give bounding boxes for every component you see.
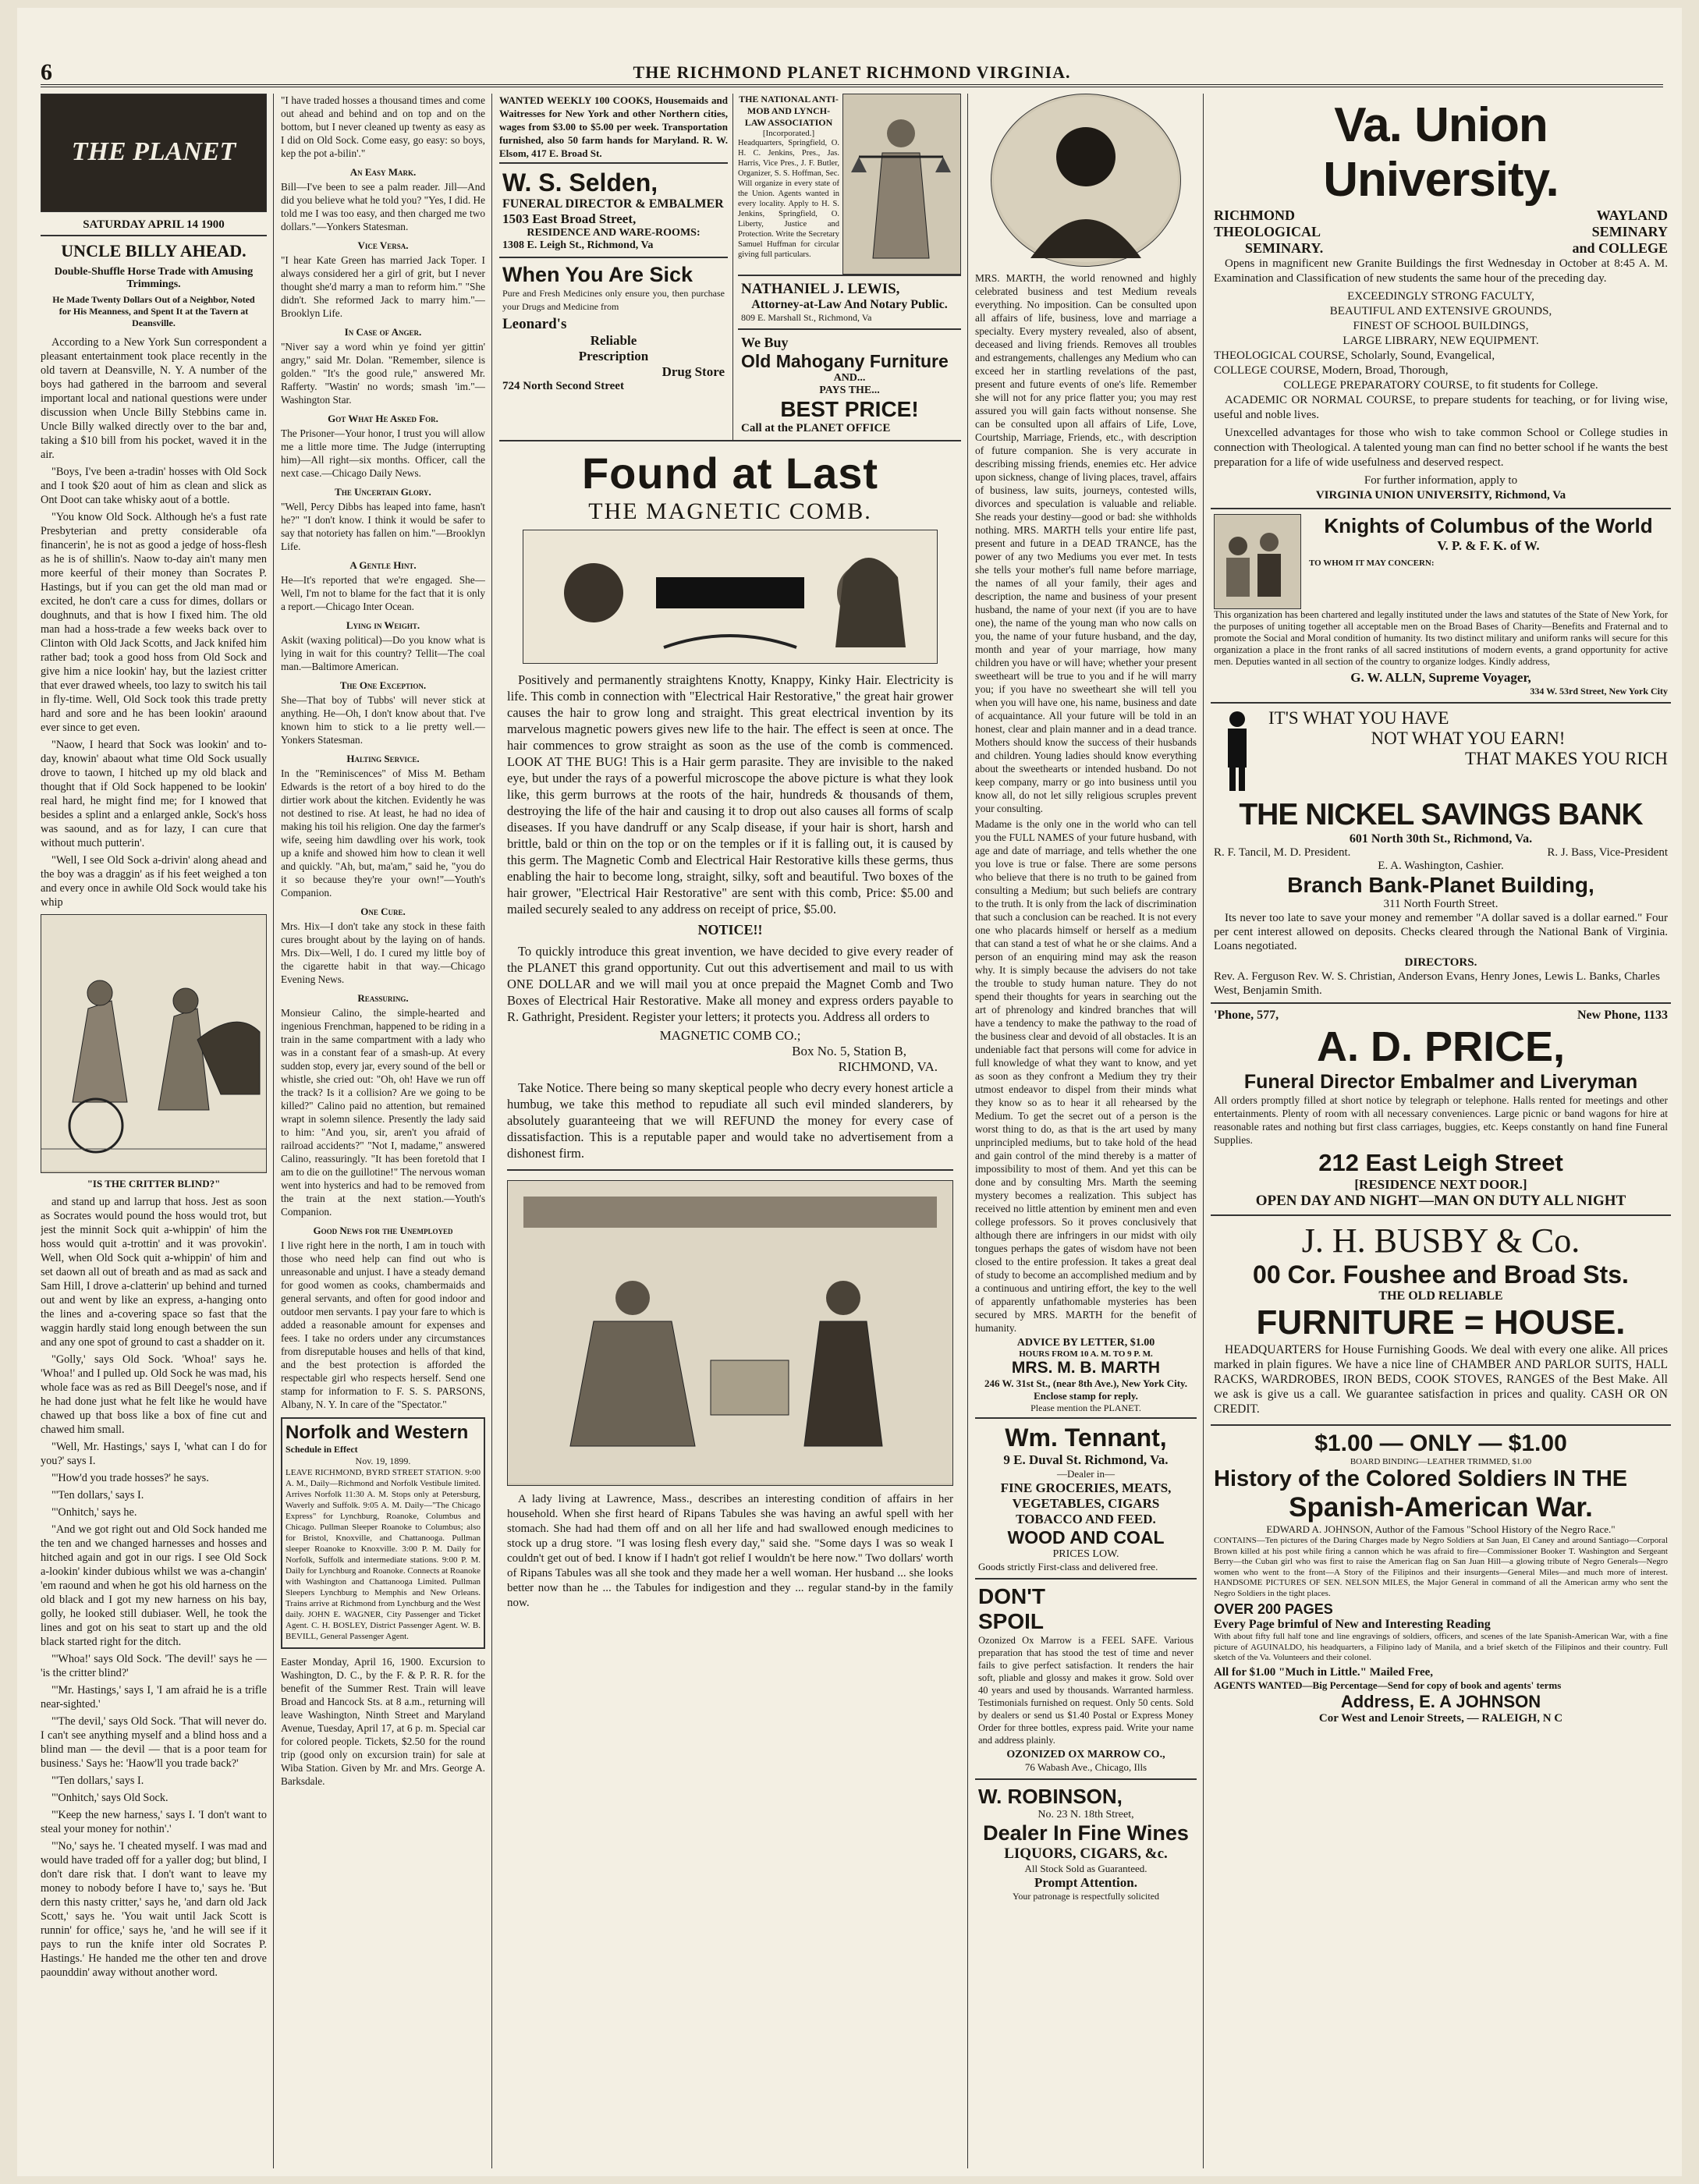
masthead bbox=[41, 56, 1663, 87]
brief-text: Bill—I've been to see a palm reader. Jill—And did you believe what he told you? "Yes, I did. He told me I was too easy, and then charged me two dollars."—Yonkers Statesman. bbox=[281, 181, 485, 232]
comb-address-2: Box No. 5, Station B, bbox=[792, 1044, 906, 1058]
furniture-line5: BEST PRICE! bbox=[780, 397, 919, 421]
nickel-l2: NOT WHAT YOU EARN! bbox=[1371, 729, 1566, 748]
tennant-name: Wm. Tennant, bbox=[1005, 1424, 1167, 1452]
nickel-l3: THAT MAKES YOU RICH bbox=[1464, 749, 1668, 768]
leonards-line2: Prescription bbox=[578, 349, 649, 363]
selden-address-2: 1308 E. Leigh St., Richmond, Va bbox=[502, 239, 654, 251]
marth-portrait bbox=[991, 94, 1181, 267]
magnetic-comb-ad bbox=[499, 441, 961, 1180]
wanted-ad: WANTED WEEKLY 100 COOKS, Housemaids and Waitresses for New York and other Northern cities, wages from $3.00 to $5.00 per week. Transportation furnished, also 50 farm hands for Maryland. R. W. Elsom, 417 E. Broad St. bbox=[499, 94, 728, 159]
brief-heading: Halting Service. bbox=[346, 753, 420, 764]
leonards-name: Leonard's bbox=[502, 316, 567, 332]
crowd-icon bbox=[1215, 515, 1299, 607]
vuu-t9: ACADEMIC OR NORMAL COURSE, to prepare students for teaching, or for living wise, useful and noble lives. bbox=[1214, 394, 1668, 421]
brief-text: "Well, Percy Dibbs has leaped into fame, hasn't he?" "I don't know. I think it would be safer to say that notoriety has fallen on him."—Brooklyn Life. bbox=[281, 501, 485, 552]
ripans-illustration bbox=[507, 1180, 953, 1486]
column-3 bbox=[499, 94, 961, 2168]
knights-columbus-ad bbox=[1211, 509, 1671, 704]
article-paragraph: "'Onhitch,' says Old Sock. bbox=[51, 1792, 168, 1804]
furniture-line3: AND... bbox=[833, 372, 866, 384]
history-title-2: Spanish-American War. bbox=[1289, 1492, 1593, 1523]
vuu-t12: VIRGINIA UNION UNIVERSITY, Richmond, Va bbox=[1315, 489, 1566, 502]
brief-text: In the "Reminiscences" of Miss M. Betham Edwards is the retort of a boy hired to do the dirtier work about the kitchen. Evidently he was not destined to rise. At least, he had no idea of making his toil his religion. One day the farmer's wife, seeing him dawdling over his work, took up a knife and showed him how to clean it well and quickly. "Ah, but, ma'am," said he, "you do it so because they're your own!"—Youth's Companion. bbox=[281, 768, 485, 899]
comb-address-3: RICHMOND, VA. bbox=[838, 1059, 938, 1074]
robinson-goods: LIQUORS, CIGARS, &c. bbox=[1004, 1845, 1168, 1862]
vuu-r2: SEMINARY bbox=[1591, 224, 1668, 239]
article-paragraph: and stand up and larrup that hoss. Jest as soon as Socrates would pound the hoss would trot, but jest the minnit Sock quit a-whippin' of him the hoss would quit a-trottin' and it was provokin'. Well, when Old Sock quit a-whippin' of him and set daown all out of breath and as mad as sack and Sam Hill, I drove a-clatterin' up behind and turned out and went by like an express, a-hanging onto the lines and a-covering space so fast that the waggin hardly staid long enough between the sun and any one spot of ground to cast a shadder on it. bbox=[41, 1196, 267, 1349]
vuu-t8: COLLEGE PREPARATORY COURSE, to fit students for College. bbox=[1283, 379, 1598, 392]
price-title: Funeral Director Embalmer and Liveryman bbox=[1243, 1071, 1638, 1093]
vuu-t10: Unexcelled advantages for those who wish to take common School or College studies in connection with Theological. A talented young man can find no better school if he wants the best preparation for a life of wide usefulness and deserved respect. bbox=[1214, 427, 1668, 469]
brief-text: Mrs. Hix—I don't take any stock in these faith cures brought about by the laying on of hands. Mrs. Dix—Well, I do. I cured my little boy of the cigarette habit in that way.—Chicago Evening News. bbox=[281, 920, 485, 985]
price-phones bbox=[1214, 1009, 1668, 1023]
brief-heading: Reassuring. bbox=[357, 992, 409, 1004]
brief-text: "I hear Kate Green has married Jack Toper. I always considered her a girl of grit, but I never thought she'd marry a man to reform him." "She didn't. She reformed Jack to marry him."—Brooklyn Life. bbox=[281, 254, 485, 319]
man-figure-icon bbox=[1214, 708, 1268, 798]
kcw-subtitle: V. P. & F. K. of W. bbox=[1437, 538, 1540, 553]
vuu-l3: SEMINARY. bbox=[1245, 240, 1324, 256]
robinson-ad bbox=[975, 1780, 1197, 1907]
selden-residence: RESIDENCE AND WARE-ROOMS: bbox=[527, 227, 701, 239]
nickel-title: THE NICKEL SAVINGS BANK bbox=[1239, 798, 1643, 831]
lewis-ad bbox=[738, 275, 961, 330]
nickel-directors-head: DIRECTORS. bbox=[1404, 956, 1477, 969]
horse-wagon-icon bbox=[41, 915, 266, 1171]
brief-text: I live right here in the north, I am in touch with those who need help can find out who is unreasonable and unjust. I have a steady demand for good women as cooks, chambermaids and general servants, and often for good indoor and outdoor men servants. I pay your fare to which is added a reasonable amount for expenses and fees. I take no orders under any circumstances from disreputable houses and hells of that kind, and the best protection is afforded the respectable girl who respects herself. Send one stamp for information to F. S. S. PARSONS, Albany, N. Y. In care of the "Spectator." bbox=[281, 1239, 485, 1410]
kcw-address: 334 W. 53rd Street, New York City bbox=[1530, 686, 1668, 697]
col3-top-row bbox=[499, 94, 961, 441]
price-open: OPEN DAY AND NIGHT—MAN ON DUTY ALL NIGHT bbox=[1255, 1193, 1626, 1209]
article-paragraph: "'No,' says he. 'I cheated myself. I was mad and would have traded off for a yaller dog; but blind, I don't dare risk that. I don't want to leave my money to nobody before I have to,' says he. 'But dern this nasty critter,' says he, 'and darn old Jack Scott,' says he. 'You wait until Jack Scott is runnin' for office,' says he, 'and he will see if it pays to run the knife inter old Socrates P. Hastings.' He handed me the other ten and drove paounddin' away without another word. bbox=[41, 1840, 267, 1979]
furniture-line2: Old Mahogany Furniture bbox=[741, 351, 949, 371]
nickel-vp: R. J. Bass, Vice-President bbox=[1547, 846, 1668, 859]
comb-subtitle: THE MAGNETIC COMB. bbox=[588, 498, 872, 524]
comb-title: Found at Last bbox=[581, 448, 879, 498]
article-paragraph: "Golly,' says Old Sock. 'Whoa!' says he. 'Whoa!' and I pulled up. Old Sock he was mad, his whole face was as red as Bill Deegel's nose, and if he had done just what he felt like he would have chawed up that boss like a box of fine cut and chawed him small. bbox=[41, 1353, 267, 1436]
lewis-title: Attorney-at-Law And Notary Public. bbox=[751, 298, 948, 311]
nickel-officers bbox=[1214, 846, 1668, 860]
kcw-title: Knights of Columbus of the World bbox=[1324, 514, 1653, 537]
vuu-subtitles bbox=[1214, 207, 1668, 257]
brief-heading: Got What He Asked For. bbox=[328, 413, 438, 424]
article-paragraph: "Well, I see Old Sock a-drivin' along ahead and the boy was a draggin' as if his feet weighed a ton and every once in awhile Old Sock would take his whip bbox=[41, 854, 267, 909]
nickel-address: 601 North 30th St., Richmond, Va. bbox=[1349, 832, 1533, 846]
ox-head-2: SPOIL bbox=[978, 1609, 1045, 1633]
article-paragraph: "Well, Mr. Hastings,' says I, 'what can I do for you?' says I. bbox=[41, 1441, 267, 1467]
article-paragraph: "Boys, I've been a-tradin' hosses with Old Sock and I took $20 aout of him as clean and slick as Ont Doot can take whisky aout of a bottle. bbox=[41, 466, 267, 506]
vuu-text1: Opens in magnificent new Granite Buildings the first Wednesday in October at 8:45 A. M. Examination and Classification of new students the same hour of the preceding day. bbox=[1214, 257, 1668, 285]
column-rule bbox=[273, 94, 274, 2168]
lewis-address: 809 E. Marshall St., Richmond, Va bbox=[741, 312, 872, 323]
history-author: EDWARD A. JOHNSON, Author of the Famous "School History of the Negro Race." bbox=[1266, 1523, 1616, 1535]
furniture-buy-ad bbox=[738, 330, 961, 440]
vuu-l1: RICHMOND bbox=[1214, 207, 1295, 223]
column-2 bbox=[281, 94, 485, 2168]
comb-take-notice: Take Notice. There being so many skeptical people who decry every honest article a humbug, we take this method to repudiate all such evil minded slanderers, by absolutely guaranteeing that we will REFUND the money for every case of dissatisfaction. This is a reputable paper and would take no advertisement from a dishonest firm. bbox=[507, 1080, 953, 1171]
history-contains: CONTAINS—Ten pictures of the Daring Charges made by Negro Soldiers at San Juan, El Caney and around Santiago—Corporal Brown killed at his post while firing a cannon which he was afraid to fire—Commissioner Booker T. Washington and Sergeant Berry—the Cuban girl who was first to raise the American flag on San Juan Hill—a glowing tribute of Negro Generals—Negro women who went to the front—A Story of the Filipinos and their insurgents—General Miles—and much more of interest. HANDSOME PICTURES OF SEN. NELSON MILES, the Major General in command of all the American army who sent the Negro Soldiers in the tight places. bbox=[1214, 1536, 1668, 1598]
article-subhead-2: He Made Twenty Dollars Out of a Neighbor, Noted for His Meanness, and Spent It at the Tavern at Deansville. bbox=[52, 294, 255, 328]
nickel-cashier: E. A. Washington, Cashier. bbox=[1378, 860, 1504, 872]
tennant-dealer: —Dealer in— bbox=[1056, 1468, 1115, 1480]
brief-text: Askit (waxing political)—Do you know what is lying in wait for this country? Tellit—The coal man.—Baltimore American. bbox=[281, 634, 485, 672]
vuu-l2: THEOLOGICAL bbox=[1214, 224, 1321, 239]
marth-stamp: Enclose stamp for reply. bbox=[1034, 1390, 1138, 1402]
vuu-t6: THEOLOGICAL COURSE, Scholarly, Sound, Evangelical, bbox=[1214, 349, 1495, 362]
vuu-t2: EXCEEDINGLY STRONG FACULTY, bbox=[1347, 290, 1534, 303]
price-name: A. D. PRICE, bbox=[1316, 1023, 1566, 1070]
comb-notice: To quickly introduce this great invention, we have decided to give every reader of the PLANET this grand opportunity. Cut out this advertisement and mail to us with ONE DOLLAR and we will mail you at once prepaid the Magnet Comb and Two Boxes of Electrical Hair Restorative. Make all money and express orders payable to R. Gathright, President. Register your letters; it protects you. Address all orders to bbox=[507, 944, 953, 1024]
household-scene-icon bbox=[508, 1181, 952, 1484]
vuu-t4: FINEST OF SCHOOL BUILDINGS, bbox=[1353, 320, 1529, 332]
robinson-title: Dealer In Fine Wines bbox=[983, 1821, 1189, 1845]
sick-text: Pure and Fresh Medicines only ensure you, then purchase your Drugs and Medicine from bbox=[502, 288, 725, 312]
ox-address: 76 Wabash Ave., Chicago, Ills bbox=[1024, 1761, 1147, 1773]
furniture-line4: PAYS THE... bbox=[819, 385, 880, 396]
history-address-2: Cor West and Lenoir Streets, — RALEIGH, N C bbox=[1318, 1711, 1563, 1725]
nickel-bank-ad bbox=[1211, 704, 1671, 1004]
article-headline: UNCLE BILLY AHEAD. bbox=[61, 241, 247, 261]
brief-heading: One Cure. bbox=[360, 906, 406, 917]
ripans-text: A lady living at Lawrence, Mass., describes an interesting condition of affairs in her household. When she first heard of Ripans Tabules she was having an awful spell with her stomach. She had had them off and on all her life and had swallowed enough medicines to stock up a drug store. "I was losing flesh every day," said she. "Some days I was so weak I couldn't get out of bed. I know if I hadn't got relief I wouldn't be here now." Two dollars' worth of Ripans Tabules was all she took and they made her a well woman. Her husband ... she looks better now than he ... the Tabules for indigestion and they ... regular stand-by in the family now. bbox=[507, 1493, 953, 1609]
nickel-text: Its never too late to save your money and remember "A dollar saved is a dollar earned." Four per cent interest allowed on deposits. Checks cleared through the National Bank of Virginia. Loans negotiated. bbox=[1214, 912, 1668, 952]
history-book-ad bbox=[1211, 1426, 1671, 1730]
newspaper-page bbox=[17, 8, 1682, 2176]
brief-heading: Lying in Weight. bbox=[346, 619, 420, 631]
nickel-president: R. F. Tancil, M. D. President. bbox=[1214, 846, 1351, 859]
article-paragraph: "'Ten dollars,' says I. bbox=[51, 1489, 144, 1502]
furniture-line1: We Buy bbox=[741, 335, 789, 350]
marth-fee: ADVICE BY LETTER, $1.00 bbox=[1016, 1337, 1155, 1349]
portrait-icon bbox=[991, 94, 1180, 264]
column-1 bbox=[41, 94, 267, 2168]
busby-name: J. H. BUSBY & Co. bbox=[1301, 1221, 1580, 1260]
antimob-text: Headquarters, Springfield, O. H. C. Jenkins, Pres., Jas. Harris, Vice Pres., J. F. Butler, Organizer, S. S. Hoffman, Sec. Will organize in every state of the Union. Agents wanted in every locality. Apply to H. S. Jenkins, Springfield, O. Liberty, Justice and Protection. Write the Secretary Samuel Huffman for circular giving full particulars. bbox=[738, 139, 839, 259]
article-paragraph: "'How'd you trade hosses?' he says. bbox=[51, 1472, 209, 1484]
article-paragraph: According to a New York Sun correspondent a pleasant entertainment took place recently in the old tavern at Deansville, N. Y. A number of the boys had gathered in the barroom and several important local and national questions were under discussion when Uncle Billy Stebbins came in. Uncle Billy walked directly over to the bar and, taking a $10 bill from his pocket, waved it in the air. bbox=[41, 336, 267, 461]
column-4 bbox=[975, 94, 1197, 2168]
brief-text: He—It's reported that we're engaged. She—Well, I'm not to blame for the fact that it is only a report.—Chicago Inter Ocean. bbox=[281, 574, 485, 612]
brief-heading: An Easy Mark. bbox=[349, 166, 417, 178]
illustration-caption: "IS THE CRITTER BLIND?" bbox=[87, 1178, 221, 1190]
price-phone-1: 'Phone, 577, bbox=[1214, 1009, 1279, 1022]
busby-address: 00 Cor. Foushee and Broad Sts. bbox=[1253, 1260, 1629, 1289]
marth-mention: Please mention the PLANET. bbox=[975, 1402, 1197, 1419]
leonards-ad bbox=[499, 258, 728, 398]
tennant-ad bbox=[975, 1419, 1197, 1580]
robinson-guarantee: All Stock Sold as Guaranteed. bbox=[1024, 1863, 1147, 1874]
robinson-address: No. 23 N. 18th Street, bbox=[1037, 1809, 1134, 1821]
history-sold: All for $1.00 "Much in Little." Mailed Free, bbox=[1214, 1665, 1434, 1679]
ox-company: OZONIZED OX MARROW CO., bbox=[1006, 1749, 1165, 1760]
vuu-t7: COLLEGE COURSE, Modern, Broad, Thorough, bbox=[1214, 364, 1449, 377]
selden-ad bbox=[499, 162, 728, 258]
price-address: 212 East Leigh Street bbox=[1318, 1149, 1563, 1176]
price-ad bbox=[1211, 1004, 1671, 1216]
article-paragraph: "'Ten dollars,' says I. bbox=[51, 1774, 144, 1787]
nickel-directors: Rev. A. Ferguson Rev. W. S. Christian, Anderson Evans, Henry Jones, Lewis L. Banks, Charles West, Benjamin Smith. bbox=[1214, 970, 1660, 997]
justice-icon bbox=[843, 94, 959, 272]
norfolk-western-ad bbox=[281, 1417, 485, 1649]
busby-title: FURNITURE = HOUSE. bbox=[1256, 1303, 1626, 1342]
comb-icon bbox=[523, 530, 937, 661]
article-paragraph: "'Keep the new harness,' says I. 'I don't want to steal your money for nothin'.' bbox=[41, 1809, 267, 1835]
vuu-t11: For further information, apply to bbox=[1364, 474, 1518, 487]
comb-body: Positively and permanently straightens Knotty, Knappy, Kinky Hair. Electricity is life. This comb in connection with "Electrical Hair Restorative," the great hair grower causes the hair to grow long and straight. This great electrical invention by its marvelous magnetic powers gives new life to the hair. The effect is seen at once. The hair commences to grow straight as soon as the use of the comb is commenced. LOOK AT THE BUG! This is a Hair germ parasite. They are invisible to the naked eye, but under the rays of a powerful microscope the above picture is what they look like, this germ burrows at the roots of the hair, hundreds & thousands of them, destroying the life of the hair and causing it to drop out also causes all forms of scalp diseases. If you have dandruff or any Scalp disease, if your hair is short, harsh and brittle, bald or thin on the top or on the temples or if it is falling out, it is caused by this germ. The Magnetic Comb and Electrical Hair Restorative kills these germs, thus enabling the hair to become long, straight, silky, soft and beautiful. Two boxes of the hair grower, "Electrical Hair Restorative" are sent with this comb, Price: $5.00 and mailed securely sealed to any address on receipt of price, $5.00. bbox=[507, 672, 953, 916]
brief-heading: The Uncertain Glory. bbox=[335, 486, 431, 498]
marth-text-2: Madame is the only one in the world who can tell you the FULL NAMES of your future husband, with age and date of marriage, and tells whether the one you love is true or false. There are some persons who believe that there is no truth to be gained from consulting a Medium; but such beliefs are contrary to the truth. It is only from the lack of discrimination that such a conclusion can be reached. It is not every one who placards himself or herself as a medium that can stand a test of what he or she claims. And a person of an enquiring mind may ask the reason why. It is simply because the advisers do not take the trouble to study human nature. They do not spend their thoughts for years in searching out the art of phrenology and kindred branches that will have a tendency to make the pathway to the road of the business clear and devoid of all obstacles. It is an undeniable fact that persons will come for advice in full knowledge of what they want to know, and yet as soon as they confront a Medium they try their utmost endeavor to dispel from their minds what they know so as to hear it all rehearsed by the Medium. To get the secret out of a person is the worst thing to do, as that is the art used by many unprincipled mediums, but to take hold of the head and gain control of the mind thereby is a matter of impossibility to most of them. And yet this can be done and by consulting Mrs. Marth the seeming mystery becomes a realization. This subject has received no little attention by eminent men and even college professors. So it proves conclusively that although there are infringers in our midst with oily tongues perhaps the gates of wisdom have not been closed to the entire profession. It takes a great deal of study to become an accomplished medium and by a continuous and untiring effort, the key to the well of apparently unfathomable mysteries has been secured by MRS. MARTH for the benefit of humanity. bbox=[975, 818, 1197, 1334]
nw-date: Nov. 19, 1899. bbox=[355, 1455, 411, 1466]
justice-figure-image bbox=[842, 94, 961, 275]
ox-marrow-ad bbox=[975, 1580, 1197, 1780]
antimob-sub: [Incorporated.] bbox=[762, 129, 815, 138]
issue-date: SATURDAY APRIL 14 1900 bbox=[41, 218, 267, 236]
tennant-delivery: Goods strictly First-class and delivered free. bbox=[978, 1561, 1158, 1572]
lewis-name: NATHANIEL J. LEWIS, bbox=[741, 281, 900, 297]
article-paragraph: "Naow, I heard that Sock was lookin' and to-day, knowin' abaout what time Old Sock usually drove to taown, I hitched up my old black and thought that if Old Sock happened to be lookin' real hard, he might find me; for I knowed that besides a splint and a enlarged ankle, Sock's hoss was saound, and as for lazy, I can cure that without much putterin'. bbox=[41, 739, 267, 849]
column-rule bbox=[967, 94, 968, 2168]
selden-trade: FUNERAL DIRECTOR & EMBALMER bbox=[502, 197, 724, 211]
col3-left-ads bbox=[499, 94, 733, 440]
planet-logo-engraving bbox=[41, 94, 267, 212]
vuu-ad bbox=[1211, 94, 1671, 509]
antimob-title: THE NATIONAL ANTI-MOB AND LYNCH-LAW ASSOCIATION bbox=[739, 94, 839, 128]
vuu-t3: BEAUTIFUL AND EXTENSIVE GROUNDS, bbox=[1329, 305, 1552, 317]
selden-name: W. S. Selden, bbox=[502, 168, 658, 197]
nw-title: Norfolk and Western bbox=[286, 1422, 469, 1443]
vuu-r3: and COLLEGE bbox=[1572, 240, 1668, 256]
article-paragraph: "You know Old Sock. Although he's a fust rate Presbyterian and pretty considerable ofa financerin', he is not as good a jedge of hoss-flesh as he is of shillin's. Naow to-day ain't many men more keerful of their money than Socrates P. Hastings, but if you can get the old man mad or excited, he don't care a cuss for dimes, dollars or doughnuts, and that is how I fixed him. The old man had a hoss-trade a few weeks back over to Clinton with Old Jack Scotts, and Jack knifed him rather bad; took a good hoss from Old Sock and give him a nice lookin' hay, but the laziest critter that ever drawed wheels, too lazy to switch his tail in fly-time. Well, Old Sock took this trade pretty hard and sore and he has been lookin' araound ever since to get even. bbox=[41, 511, 267, 734]
marth-text: MRS. MARTH, the world renowned and highly celebrated business and test Medium reveals everything. No imposition. Can be consulted upon all affairs of life, business, love and marriage a specialty. Every mystery revealed, also of absent, deceased and living friends. Removes all troubles and estrangements, challenges any Medium who can exceed her in startling revelations of the past, present and future events of one's life. Remember she will not for any price flatter you; you may rest assured you will gain facts without nonsense. She can be consulted upon all affairs of Life, Love, Courtship, Marriage, Friends, etc., with description of future companion. She is very accurate in describing missing friends, enemies etc. Her advice upon sickness, change of living places, travel, affairs of business, law suits, journeys, contested wills, divorces and speculation is valuable and reliable. She reads your destiny—good or bad: she withholds nothing. MRS. MARTH tells your entire life past, present and future in a DEAD TRANCE, has the power of any two Mediums you ever met. In tests she tells your mother's full name before marriage, the names of all your family, their ages and description, the name and business of your present husband, the name of your next (if you are to have one), the name of the young man who now calls on you, the name of your future husband, and the day, month and year of your marriage, how many children you have or will have; whether your present sweetheart will be true to you and if he will marry you; if you have no sweetheart she will tell you when you will have one, his name, business and date of acquaintance. All your future will be told in an honest, clear and plain manner and in a dead trance. Mothers should know the success of their husbands and children. Young ladies should know everything about the sweethearts or intended husband. Do not keep company, marry or go into business until you know all, do not let silly religious scruples prevent your consulting. bbox=[975, 272, 1197, 814]
brief-text: Monsieur Calino, the simple-hearted and ingenious Frenchman, happened to be riding in a train in the same compartment with a lady who was in a constant fear of a smash-up. At every sudden stop, every jar, every sound of the bell or whistle, she cried out: "Oh, oh! Have we run off the track? Is it a collision? Are we going to be killed?" Calino paid no attention, but remained wrapt in solemn silence. Presently the lady said to him: "And you, sir, aren't you afraid of railroad accidents?" "Not I, madame," answered Calino, reassuringly. "It has been foretold that I am to die on the guillotine!" The nervous woman went into hysterics and had to be removed from the train at the next station.—Youth's Companion. bbox=[281, 1007, 485, 1218]
history-address: Address, E. A JOHNSON bbox=[1340, 1691, 1541, 1711]
ox-text: Ozonized Ox Marrow is a FEEL SAFE. Various preparation that has stood the test of time and never fails to give perfect satisfaction. It renders the hair soft, pliable and glossy and makes it grow. Sold over 40 years and used by thousands. Warranted harmless. Testimonials furnished on request. Only 50 cents. Sold by dealers or send us $1.40 Postal or Express Money Order for three bottles, express paid. Write your name and address plainly. bbox=[978, 1635, 1194, 1746]
leonards-line1: Reliable bbox=[590, 333, 637, 348]
comb-illustration bbox=[523, 530, 938, 664]
column-5 bbox=[1211, 94, 1671, 2168]
brief-text: She—That boy of Tubbs' will never stick at anything. He—Oh, I don't know about that. I've known him to stick to a lie pretty well.—Yonkers Statesman. bbox=[281, 694, 485, 746]
price-text: All orders promptly filled at short notice by telegraph or telephone. Halls rented for meetings and other entertainments. Plenty of room with all necessary conveniences. Large picnic or band wagons for hire at reasonable rates and nothing but first class carriages, buggies, etc. Keeps constantly on hand fine Funeral Supplies. bbox=[1214, 1094, 1668, 1146]
comb-notice-head: NOTICE!! bbox=[697, 922, 763, 938]
history-pages: OVER 200 PAGES bbox=[1214, 1601, 1333, 1617]
nickel-l1: IT'S WHAT YOU HAVE bbox=[1268, 708, 1449, 728]
col3-right-ads bbox=[733, 94, 961, 440]
robinson-prompt: Prompt Attention. bbox=[1034, 1875, 1137, 1890]
brief-heading: The One Exception. bbox=[339, 679, 427, 691]
tennant-prices: PRICES LOW. bbox=[1052, 1548, 1119, 1560]
furniture-line6: Call at the PLANET OFFICE bbox=[741, 422, 891, 434]
history-price: $1.00 — ONLY — $1.00 bbox=[1314, 1431, 1567, 1456]
history-title-1: History of the Colored Soldiers IN THE bbox=[1214, 1466, 1628, 1491]
antimob-ad bbox=[738, 94, 961, 275]
marth-address: 246 W. 31st St., (near 8th Ave.), New York City. bbox=[984, 1377, 1188, 1389]
price-residence: [RESIDENCE NEXT DOOR.] bbox=[1354, 1177, 1527, 1192]
article-subhead: Double-Shuffle Horse Trade with Amusing Trimmings. bbox=[54, 266, 254, 290]
history-agents: AGENTS WANTED—Big Percentage—Send for copy of book and agents' terms bbox=[1214, 1679, 1562, 1691]
vuu-title: Va. Union University. bbox=[1323, 98, 1559, 207]
brief-text: The Prisoner—Your honor, I trust you will allow me a little more time. The Judge (interrupting him)—All right—six months. Officer, call the next case.—Chicago Daily News. bbox=[281, 427, 485, 479]
horse-trade-illustration bbox=[41, 914, 267, 1173]
article-continued: "I have traded hosses a thousand times and come out ahead and behind and on top and on the bottom, but I never cleaned up twenty as easy as I did on Old Sock. Come easy, go easy: so boys, kep the pot a-bilin'." bbox=[281, 94, 485, 159]
sick-title: When You Are Sick bbox=[502, 263, 693, 286]
nw-schedule: LEAVE RICHMOND, BYRD STREET STATION. 9:00 A. M., Daily—Richmond and Norfolk Vestibule limited. Arrives Norfolk 11:30 A. M. Stops only at Petersburg, Waverly and Suffolk. 9:05 A. M. Daily—"The Chicago Express" for Lynchburg, Roanoke, Columbus and Chicago. Pullman Sleeper Roanoke to Columbus; also for Bristol, Knoxville, and Chattanooga. Pullman sleeper Roanoke to Knoxville. 3:00 P. M. Daily for Norfolk, Suffolk and intermediate stations. 9:00 P. M. Daily for Lynchburg and Roanoke. Connects at Roanoke with Washington and Chattanooga Limited. Pullman Sleepers Lynchburg to Memphis and New Orleans. Trains arrive at Richmond from Lynchburg and the West daily. JOHN E. WAGNER, City Passenger and Ticket Agent. C. H. BOSLEY, District Passenger Agent. W. B. BEVILL, General Passenger Agent. bbox=[286, 1468, 481, 1641]
article-paragraph: "'Mr. Hastings,' says I, 'I am afraid he is a trifle near-sighted.' bbox=[41, 1684, 267, 1711]
robinson-patronage: Your patronage is respectfully solicited bbox=[1012, 1891, 1160, 1902]
history-binding: BOARD BINDING—LEATHER TRIMMED, $1.00 bbox=[1350, 1457, 1532, 1466]
brief-heading: In Case of Anger. bbox=[344, 326, 422, 338]
vuu-t5: LARGE LIBRARY, NEW EQUIPMENT. bbox=[1343, 335, 1539, 347]
comb-address-1: MAGNETIC COMB CO.; bbox=[659, 1028, 801, 1043]
page-number: 6 bbox=[41, 59, 52, 85]
nickel-branch-address: 311 North Fourth Street. bbox=[1383, 898, 1499, 910]
busby-ad bbox=[1211, 1216, 1671, 1426]
leonards-address: 724 North Second Street bbox=[502, 380, 624, 392]
nickel-top bbox=[1214, 708, 1668, 798]
brief-heading: Vice Versa. bbox=[357, 239, 409, 251]
marth-hours: HOURS FROM 10 A. M. TO 9 P. M. bbox=[1019, 1349, 1153, 1359]
marth-name: MRS. M. B. MARTH bbox=[1011, 1359, 1161, 1377]
robinson-name: W. ROBINSON, bbox=[978, 1785, 1123, 1808]
tennant-address: 9 E. Duval St. Richmond, Va. bbox=[1003, 1452, 1169, 1467]
price-phone-2: New Phone, 1133 bbox=[1577, 1009, 1668, 1022]
brief-heading: Good News for the Unemployed bbox=[313, 1225, 453, 1236]
tennant-goods: FINE GROCERIES, MEATS, VEGETABLES, CIGARS TOBACCO AND FEED. bbox=[1000, 1480, 1172, 1526]
kcw-text: This organization has been chartered and legally instituted under the laws and statutes of the State of New York, for the purposes of uniting together all acceptable men on the Broad Bases of Charity—Benefits and Fraternal and to promote the Social and Moral condition of humanity. Its two distinct military and uniform ranks will secure for this organization a place in the front ranks of all sacred institutions of modern events, a grand opportunity for active men. Deputies wanted in all section of the country to organize lodges. Kindly address, bbox=[1214, 609, 1668, 667]
logo-text: THE PLANET bbox=[71, 137, 236, 166]
selden-address: 1503 East Broad Street, bbox=[502, 211, 637, 226]
masthead-title: THE RICHMOND PLANET RICHMOND VIRGINIA. bbox=[633, 62, 1071, 82]
article-paragraph: "And we got right out and Old Sock handed me the ten and we changed harnesses and hosses and hitched again and got in our rigs. I see Old Sock a-lookin' kinder dubious whilst we was a-changin' 'em raound and when he got his old harness on the old black and I got my new harness on his bay, golly, he looked still dubiaser. Well, he took the lines and got on his seat to start up and the old black started right for the ditch. bbox=[41, 1523, 267, 1648]
article-paragraph: "'The devil,' says Old Sock. 'That will never do. I can't see anything myself and a blind hoss and a blind man — the devil — that is a poor team for business.' Says he: 'Haow'll you trade back?' bbox=[41, 1715, 267, 1770]
vuu-r1: WAYLAND bbox=[1596, 207, 1668, 223]
nw-subtitle: Schedule in Effect bbox=[286, 1444, 358, 1455]
tennant-coal: WOOD AND COAL bbox=[1007, 1527, 1165, 1548]
kcw-to: TO WHOM IT MAY CONCERN: bbox=[1309, 558, 1435, 568]
brief-heading: A Gentle Hint. bbox=[349, 559, 417, 571]
article-paragraph: "'Onhitch,' says he. bbox=[51, 1506, 137, 1519]
article-paragraph: "'Whoa!' says Old Sock. 'The devil!' says he — 'is the critter blind?' bbox=[41, 1653, 267, 1679]
kcw-signature: G. W. ALLN, Supreme Voyager, bbox=[1350, 670, 1531, 685]
nickel-branch: Branch Bank-Planet Building, bbox=[1287, 873, 1594, 897]
history-ill: Every Page brimful of New and Interesting Reading bbox=[1214, 1618, 1491, 1631]
column-rule bbox=[1203, 94, 1204, 2168]
brief-text: "Niver say a word whin ye foind yer gittin' angry," said Mr. Dolan. "Remember, silence is golden." "It's the good rule," answered Mr. Rafferty. "Wastin' no words; smash 'im."—Washington Star. bbox=[281, 341, 485, 406]
column-rule bbox=[491, 94, 492, 2168]
busby-text: HEADQUARTERS for House Furnishing Goods. We deal with every one alike. All prices marked in plain figures. We have a nice line of CHAMBER AND PARLOR SUITS, HALL RACKS, WARDROBES, IRON BEDS, COOK STOVES, RANGES of the Best Make. All we ask is give us a call. We guarantee satisfaction in prices and quality. CASH OR ON CREDIT. bbox=[1214, 1343, 1668, 1416]
ox-head-1: DON'T bbox=[978, 1584, 1045, 1608]
busby-old: THE OLD RELIABLE bbox=[1378, 1289, 1503, 1303]
leonards-line3: Drug Store bbox=[662, 364, 725, 379]
knights-emblem-image bbox=[1214, 514, 1301, 609]
history-rest: With about fifty full half tone and line engravings of soldiers, officers, and scenes of the late Spanish-American War, with a fine picture of AGUINALDO, his headquarters, a Filipino lady of Manila, and a brief sketch of the Filipinos and their country. Full sketch of the Va. Volunteers and their colonel. bbox=[1214, 1632, 1668, 1662]
excursion-notice: Easter Monday, April 16, 1900. Excursion to Washington, D. C., by the F. & P. R. R. for the benefit of the Summer Rest. Train will leave Broad and Hancock Sts. at 8 a.m., returning will leave Washington, Ninth Street and Maryland Avenue, Tuesday, April 17, at 6 p. m. Special car for colored people. Tickets, $2.50 for the round trip (good only on excursion train) for sale at Wiba Station. Given by Mr. and Mrs. George A. Barksdale. bbox=[281, 1656, 485, 1787]
